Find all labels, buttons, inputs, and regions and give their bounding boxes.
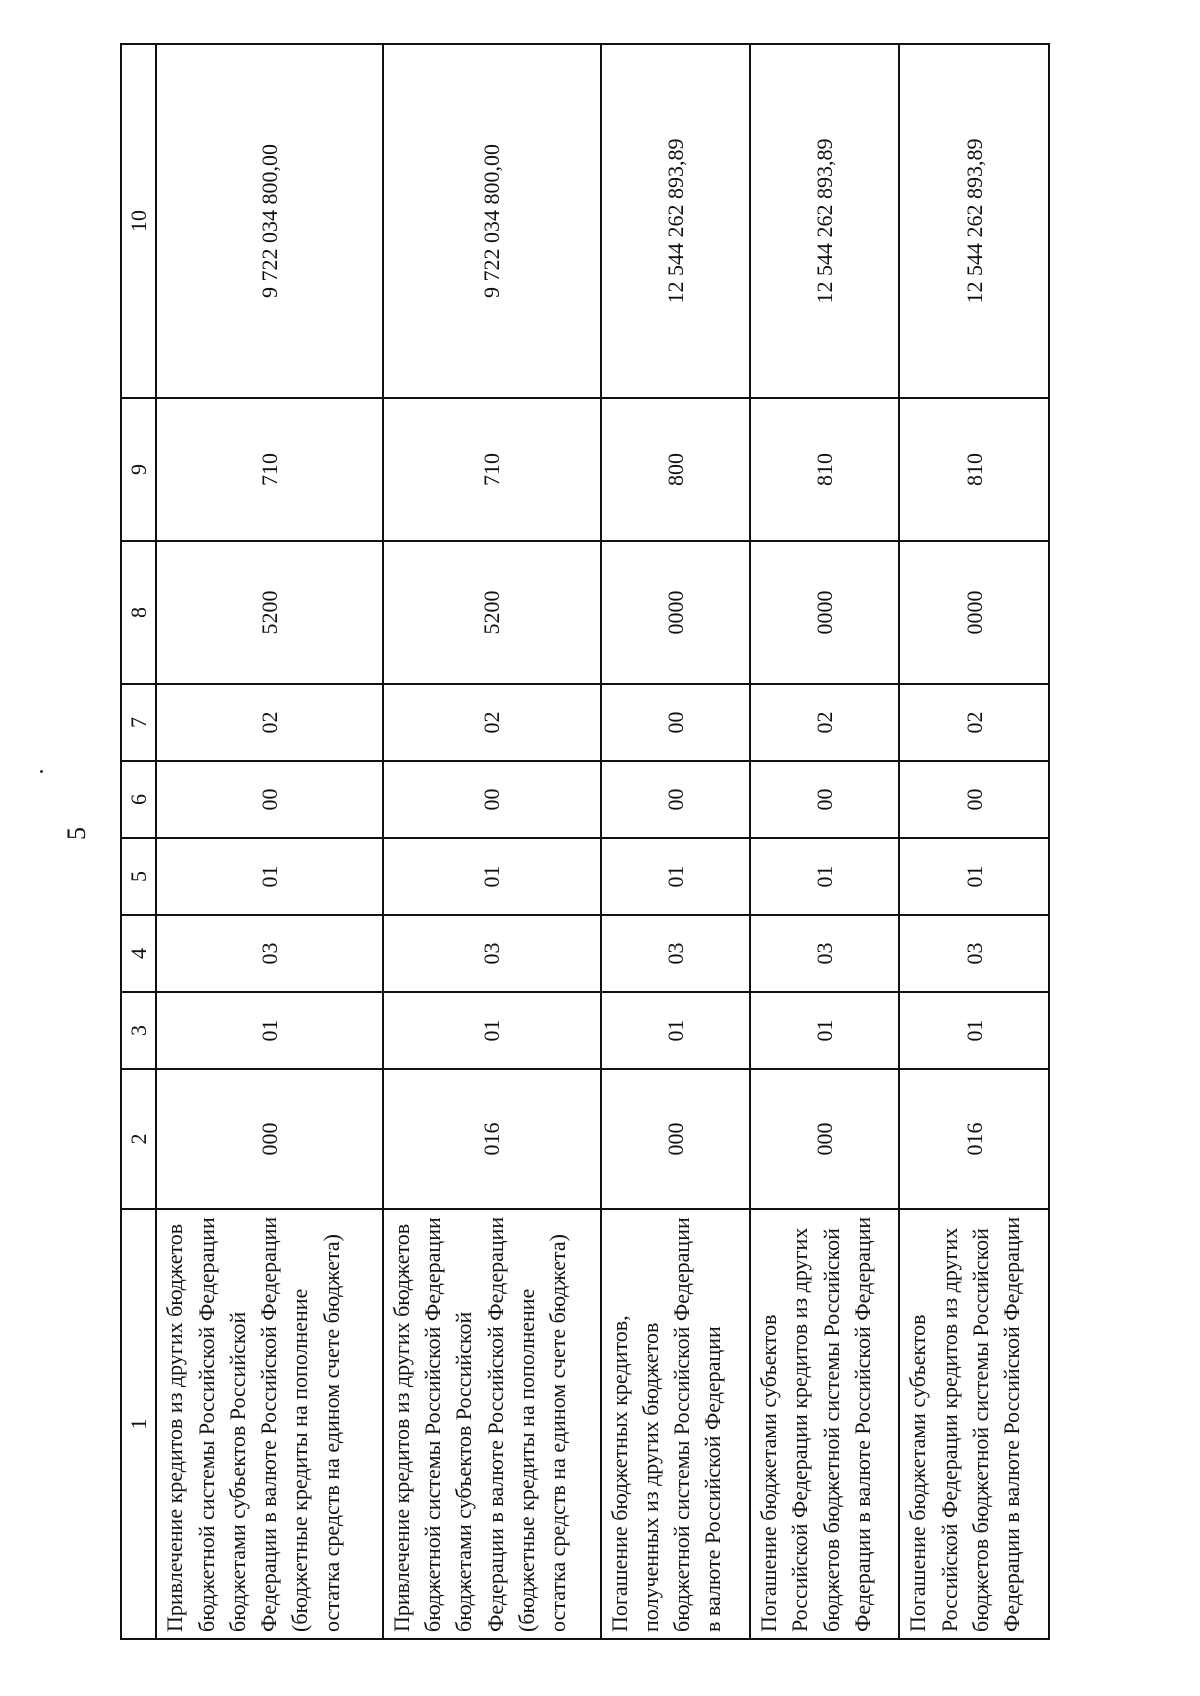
code-cell: 0000 bbox=[899, 541, 1049, 684]
table-row bbox=[899, 44, 1049, 1639]
code-cell: 02 bbox=[383, 684, 601, 761]
code-cell: 01 bbox=[383, 992, 601, 1069]
code-cell: 000 bbox=[750, 1069, 899, 1209]
header-cell: 8 bbox=[121, 541, 156, 684]
header-cell: 10 bbox=[121, 44, 156, 398]
code-cell: 01 bbox=[750, 992, 899, 1069]
page-number: 5 bbox=[62, 827, 91, 840]
code-cell: 01 bbox=[899, 992, 1049, 1069]
code-cell: 00 bbox=[750, 761, 899, 838]
rotated-table-wrapper bbox=[120, 45, 1050, 1640]
code-cell: 000 bbox=[156, 1069, 382, 1209]
description-cell: Погашение бюджетных кредитов, полученных из других бюджетов бюджетной системы Российской Федерации в валюте Российской Федерации bbox=[601, 1209, 750, 1639]
description-cell: Погашение бюджетами субъектов Российской Федерации кредитов из других бюджетов бюджетной системы Российской Федерации в валюте Российской Федерации bbox=[750, 1209, 899, 1639]
amount-cell: 12 544 262 893,89 bbox=[750, 44, 899, 398]
table-row bbox=[156, 44, 382, 1639]
header-cell: 6 bbox=[121, 761, 156, 838]
code-cell: 01 bbox=[156, 838, 382, 915]
header-cell: 7 bbox=[121, 684, 156, 761]
header-cell: 1 bbox=[121, 1209, 156, 1639]
code-cell: 02 bbox=[899, 684, 1049, 761]
code-cell: 00 bbox=[899, 761, 1049, 838]
code-cell: 800 bbox=[601, 398, 750, 541]
header-cell: 3 bbox=[121, 992, 156, 1069]
code-cell: 810 bbox=[899, 398, 1049, 541]
code-cell: 5200 bbox=[383, 541, 601, 684]
header-row bbox=[121, 44, 156, 1639]
header-cell: 5 bbox=[121, 838, 156, 915]
code-cell: 710 bbox=[156, 398, 382, 541]
amount-cell: 12 544 262 893,89 bbox=[601, 44, 750, 398]
code-cell: 01 bbox=[750, 838, 899, 915]
code-cell: 01 bbox=[601, 838, 750, 915]
scan-speck bbox=[40, 770, 43, 773]
table-row bbox=[601, 44, 750, 1639]
budget-table bbox=[120, 43, 1050, 1640]
table-row bbox=[383, 44, 601, 1639]
code-cell: 03 bbox=[750, 915, 899, 992]
code-cell: 03 bbox=[156, 915, 382, 992]
code-cell: 03 bbox=[899, 915, 1049, 992]
header-cell: 9 bbox=[121, 398, 156, 541]
code-cell: 5200 bbox=[156, 541, 382, 684]
code-cell: 710 bbox=[383, 398, 601, 541]
code-cell: 016 bbox=[383, 1069, 601, 1209]
code-cell: 000 bbox=[601, 1069, 750, 1209]
code-cell: 0000 bbox=[601, 541, 750, 684]
code-cell: 00 bbox=[601, 684, 750, 761]
description-cell: Привлечение кредитов из других бюджетов бюджетной системы Российской Федерации бюджетами субъектов Российской Федерации в валюте Российской Федерации (бюджетные кредиты на пополнение остатка средств на едином счете бюджета) bbox=[383, 1209, 601, 1639]
amount-cell: 12 544 262 893,89 bbox=[899, 44, 1049, 398]
code-cell: 03 bbox=[601, 915, 750, 992]
code-cell: 02 bbox=[156, 684, 382, 761]
description-cell: Погашение бюджетами субъектов Российской Федерации кредитов из других бюджетов бюджетной системы Российской Федерации в валюте Российской Федерации bbox=[899, 1209, 1049, 1639]
code-cell: 03 bbox=[383, 915, 601, 992]
amount-cell: 9 722 034 800,00 bbox=[156, 44, 382, 398]
description-cell: Привлечение кредитов из других бюджетов бюджетной системы Российской Федерации бюджетами субъектов Российской Федерации в валюте Российской Федерации (бюджетные кредиты на пополнение остатка средств на едином счете бюджета) bbox=[156, 1209, 382, 1639]
code-cell: 016 bbox=[899, 1069, 1049, 1209]
amount-cell: 9 722 034 800,00 bbox=[383, 44, 601, 398]
code-cell: 01 bbox=[383, 838, 601, 915]
code-cell: 01 bbox=[899, 838, 1049, 915]
code-cell: 00 bbox=[601, 761, 750, 838]
code-cell: 00 bbox=[156, 761, 382, 838]
code-cell: 810 bbox=[750, 398, 899, 541]
code-cell: 02 bbox=[750, 684, 899, 761]
code-cell: 01 bbox=[601, 992, 750, 1069]
code-cell: 01 bbox=[156, 992, 382, 1069]
code-cell: 0000 bbox=[750, 541, 899, 684]
table-row bbox=[750, 44, 899, 1639]
code-cell: 00 bbox=[383, 761, 601, 838]
header-cell: 4 bbox=[121, 915, 156, 992]
header-cell: 2 bbox=[121, 1069, 156, 1209]
